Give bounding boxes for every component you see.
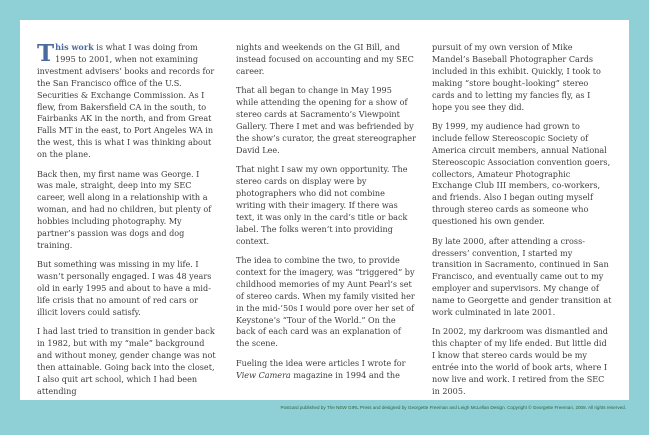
paragraph: Back then, my first name was George. I was male, straight, deep into my SEC career, well along in a relationship with a woman, and had no children, but plenty of hobbies including photography. My partner’s passion was dogs and dog training. xyxy=(37,168,212,250)
column-1 xyxy=(37,42,217,405)
magazine-title: View Camera xyxy=(236,369,291,380)
paragraph: By 1999, my audience had grown to include fellow Stereoscopic Society of America circuit members, annual National Stereoscopic Association convention goers, collectors, Amateur Photographic Exchange Club III members, co-workers, and friends. Also I began outing myself through stereo cards as someone who questioned his own gender. xyxy=(432,120,611,227)
paragraph: I had last tried to transition in gender back in 1982, but with my “male” background and without money, gender change was not then attainable. Going back into the closet, I also quit art school, which I had been attending xyxy=(37,326,216,396)
paragraph: That all began to change in May 1995 while attending the opening for a show of stereo cards at Sacramento’s Viewpoint Gallery. There I met and was befriended by the show’s curator, the great stereographer David Lee. xyxy=(236,85,416,155)
column-3 xyxy=(432,42,612,405)
paragraph: That night I saw my own opportunity. The stereo cards on display were by photographers who did not combine writing with their imagery. If there was text, it was only in the card’s title or back label. The folks weren’t into providing context. xyxy=(236,164,408,246)
paragraph-text: Fueling the idea were articles I wrote for xyxy=(236,357,406,368)
paragraph-intro xyxy=(37,42,217,161)
paragraph-intro-text: is what I was doing from 1995 to 2001, when not examining investment advisers’ books and records for the San Francisco office of the U.S. Securities & Exchange Commission. As I flew, from Bakersfield CA in the south, to Fairbanks AK in the north, and from Great Falls MT in the east, to Port Angeles WA in the west, this is what I was thinking about on the plane. xyxy=(37,42,215,160)
copyright-footer: Postcard published by The NEW GIRL Press and designed by Georgette Freeman and Leigh McLellan Design. Copyright © Georgette Freeman, 2008. All rights reserved. xyxy=(280,405,626,410)
drop-cap: T xyxy=(37,40,55,67)
paragraph: By late 2000, after attending a cross-dressers’ convention, I started my transition in Sacramento, continued in San Francisco, and eventually came out to my employer and supervisors. My change of name to Georgette and gender transition at work culminated in late 2001. xyxy=(432,235,612,318)
paragraph: But something was missing in my life. I wasn’t personally engaged. I was 48 years old in early 1995 and about to have a mid-life crisis that no amount of red cars or illicit lovers could satisfy. xyxy=(37,259,212,318)
text-card xyxy=(20,20,629,400)
paragraph: nights and weekends on the GI Bill, and instead focused on accounting and my SEC career. xyxy=(236,42,414,76)
paragraph: The idea to combine the two, to provide context for the imagery, was “triggered” by childhood memories of my Aunt Pearl’s set of stereo cards. When my family visited her in the mid-’50s I would pore over her set of Keystone’s “Tour of the World.” On the back of each card was an explanation of the scene. xyxy=(236,255,415,349)
paragraph: In 2002, my darkroom was dismantled and this chapter of my life ended. But little did I know that stereo cards would be my entrée into the world of book arts, where I now live and work. I retired from the SEC in 2005. xyxy=(432,326,608,396)
column-2 xyxy=(236,42,416,389)
lead-in-bold: his work xyxy=(55,42,94,52)
paragraph xyxy=(236,358,416,382)
paragraph: pursuit of my own version of Mike Mandel’s Baseball Photographer Cards included in this exhibit. Quickly, I took to making “store bought–looking” stereo cards and to letting my fancies fly, as I hope you see they did. xyxy=(432,42,601,112)
paragraph-text: magazine in 1994 and the xyxy=(290,369,400,380)
